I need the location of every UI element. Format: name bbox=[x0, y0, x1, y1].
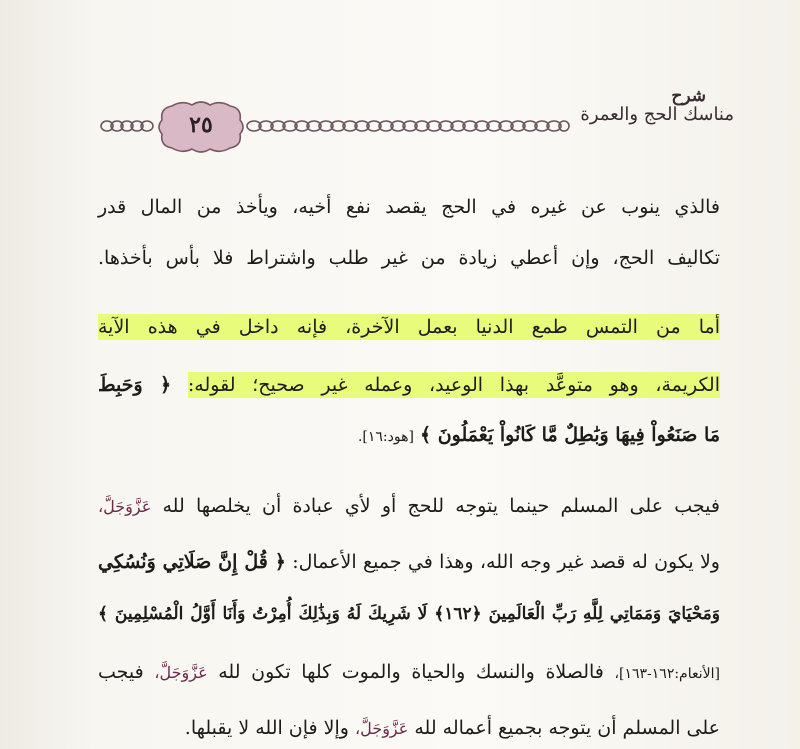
quran-verse: مَا صَنَعُواْ فِيهَا وَبَٰطِلٌ مَّا كَانُواْ يَعْمَلُونَ ﴾ bbox=[419, 424, 720, 446]
text: على المسلم أن يتوجه بجميع أعماله لله bbox=[414, 717, 720, 739]
verse-reference: [هود:١٦]. bbox=[357, 429, 414, 445]
paragraph-3-line-5 bbox=[185, 713, 720, 744]
chain-ornament-right bbox=[246, 118, 570, 134]
text: فالصلاة والنسك والحياة والموت كلها تكون لله bbox=[218, 661, 604, 683]
paragraph-3-line-3 bbox=[98, 599, 720, 629]
highlighted-text: الكريمة، وهو متوعَّد بهذا الوعيد، وعمله غير صحيح؛ لقوله: bbox=[187, 374, 720, 396]
paragraph-1-line-1: فالذي ينوب عن غيره في الحج يقصد نفع أخيه، ويأخذ من المال قدر bbox=[98, 196, 720, 218]
honorific: عَزَّوَجَلَّ، bbox=[154, 663, 208, 682]
text: وإلا فإن الله لا يقبلها. bbox=[184, 717, 349, 739]
paragraph-3-line-1 bbox=[98, 491, 720, 522]
paragraph-1-line-2: تكاليف الحج، وإن أعطي زيادة من غير طلب واشتراط فلا بأس بأخذها. bbox=[98, 247, 720, 269]
paragraph-2-line-1 bbox=[98, 312, 720, 342]
quran-verse: ﴿ وَحَبِطَ bbox=[98, 374, 172, 396]
paragraph-3-line-2 bbox=[98, 547, 720, 577]
paragraph-3-line-4 bbox=[98, 657, 720, 689]
chain-ornament-left bbox=[100, 118, 156, 134]
page-number: ٢٥ bbox=[189, 112, 213, 138]
quran-verse: ﴿ قُلْ إِنَّ صَلَاتِي وَنُسُكِي bbox=[98, 551, 286, 573]
text: فيجب bbox=[98, 661, 144, 683]
book-title-line2: مناسك الحج والعمرة bbox=[580, 103, 734, 125]
honorific: عَزَّوَجَلَّ، bbox=[98, 497, 152, 516]
highlighted-text: أما من التمس طمع الدنيا بعمل الآخرة، فإنه داخل في هذه الآية bbox=[98, 316, 720, 338]
quran-verse: وَمَحْيَايَ وَمَمَاتِي لِلَّهِ رَبِّ الْعَالَمِينَ ﴿١٦٢﴾ لَا شَرِيكَ لَهُ وَبِذَٰلِكَ أُمِرْتُ وَأَنَا أَوَّلُ الْمُسْلِمِينَ ﴾ bbox=[98, 604, 720, 624]
book-title-line1: شرح bbox=[671, 86, 706, 106]
paragraph-2-line-3 bbox=[358, 420, 720, 452]
book-title bbox=[580, 88, 734, 125]
paragraph-2-line-2 bbox=[98, 370, 720, 400]
text: ولا يكون له قصد غير وجه الله، وهذا في جميع الأعمال: bbox=[292, 551, 720, 573]
text: فيجب على المسلم حينما يتوجه للحج أو لأي عبادة أن يخلصها لله bbox=[162, 495, 720, 517]
honorific: عَزَّوَجَلَّ، bbox=[355, 719, 409, 738]
verse-reference: [الأنعام:١٦٢-١٦٣]، bbox=[614, 666, 720, 682]
